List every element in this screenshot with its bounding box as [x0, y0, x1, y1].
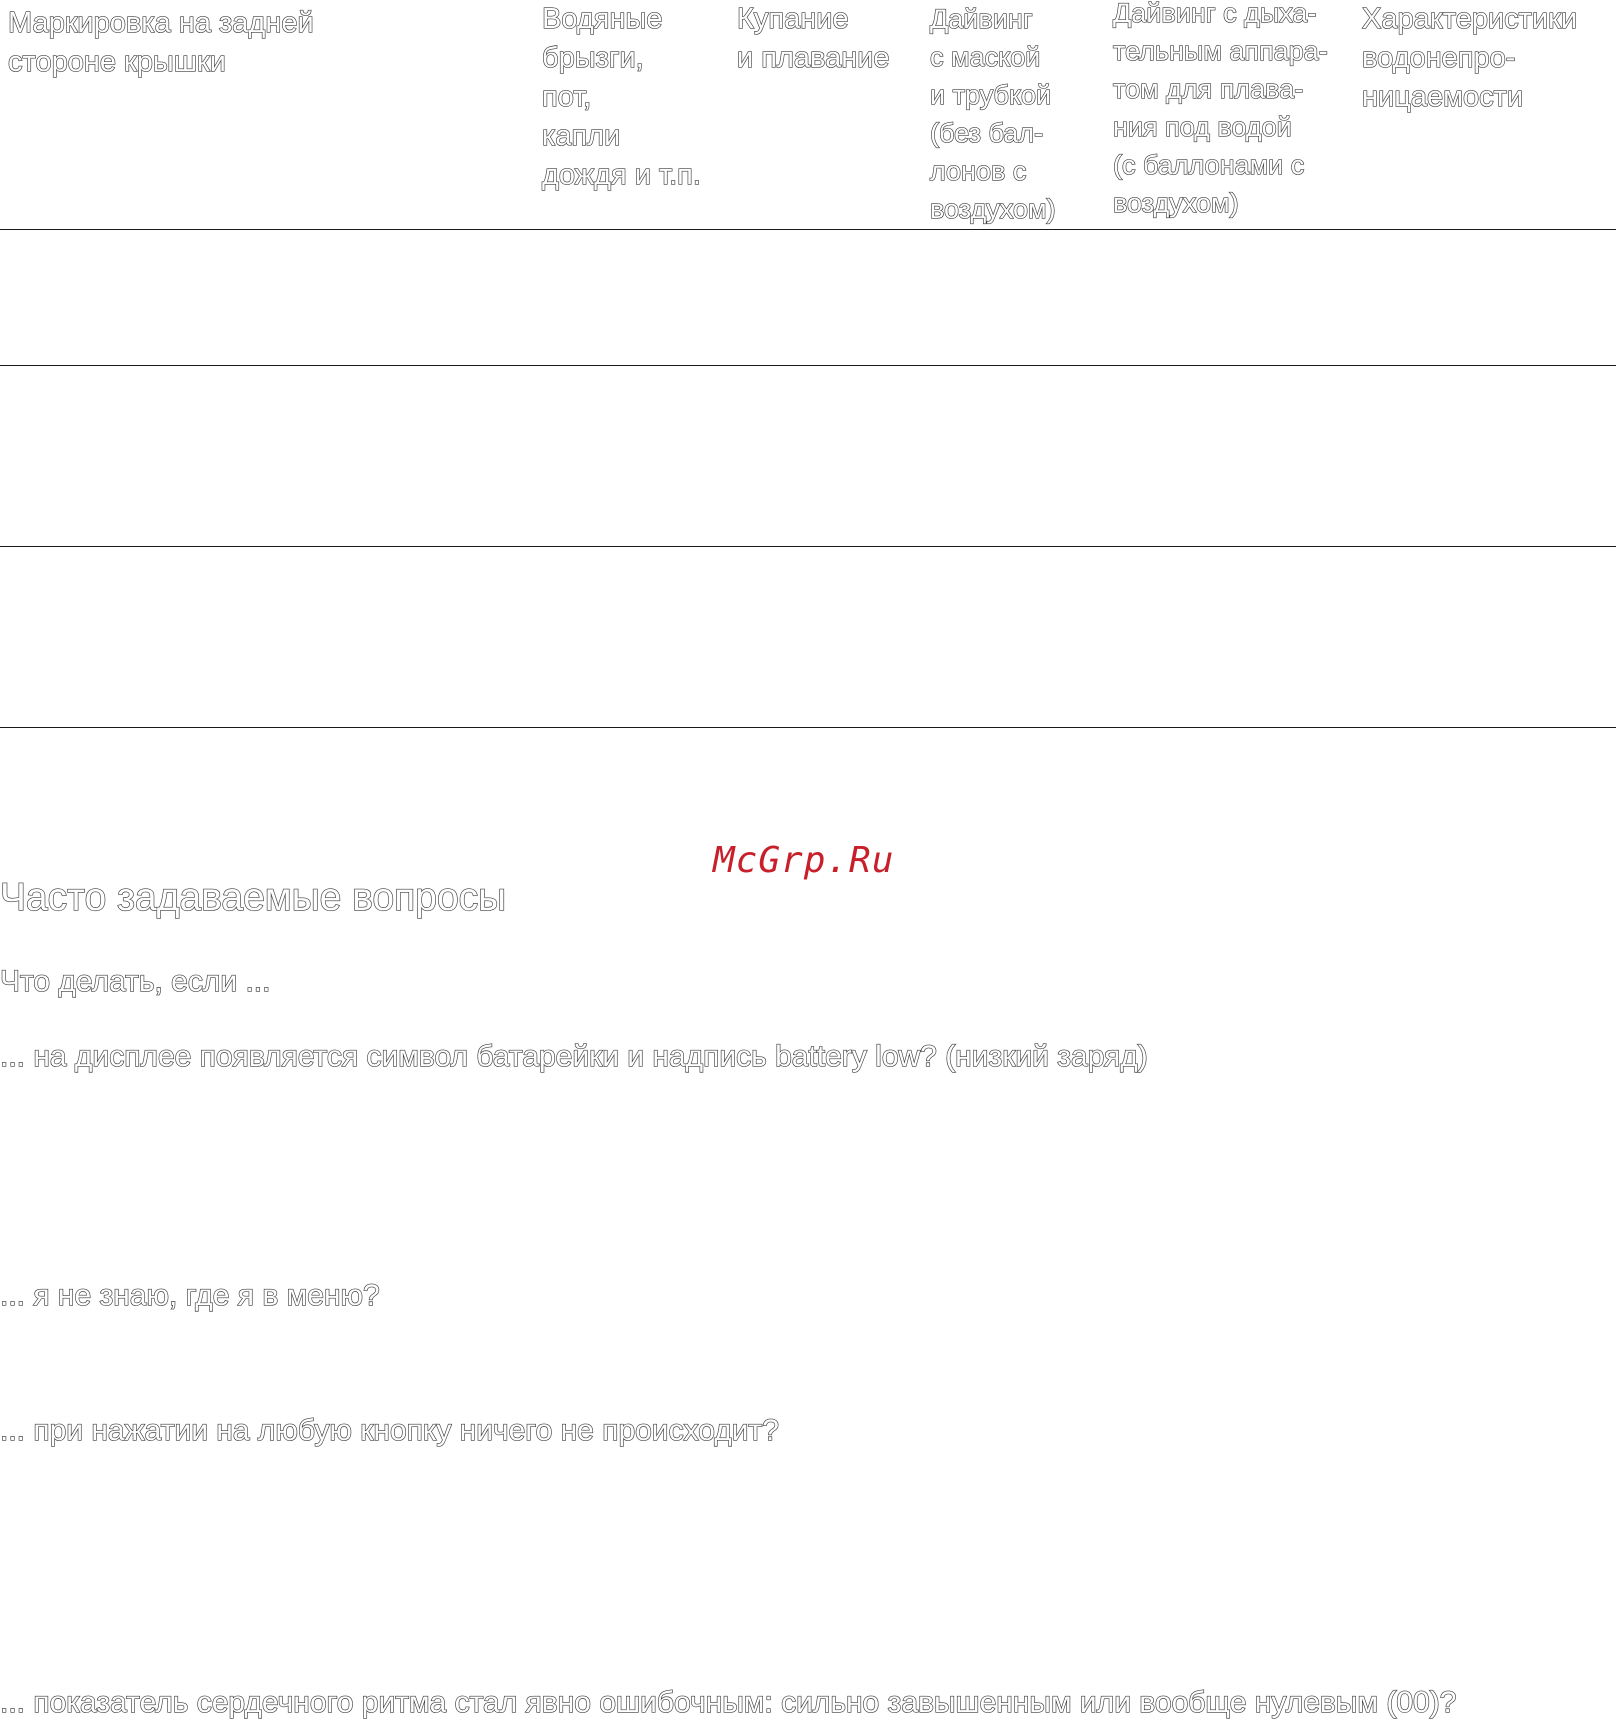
table-row-divider: [0, 727, 1616, 728]
faq-intro: Что делать, если ...: [0, 965, 271, 998]
faq-question: ... на дисплее появляется символ батарейки и надпись battery low? (низкий заряд): [0, 1040, 1148, 1073]
table-header-splashes: Водяные брызги, пот, капли дождя и т.п.: [542, 3, 701, 191]
watermark-text: McGrp.Ru: [713, 840, 895, 881]
table-header-marking: Маркировка на задней стороне крышки: [8, 7, 314, 78]
table-header-swimming: Купание и плавание: [737, 3, 890, 74]
table-row-divider: [0, 365, 1616, 366]
table-header-water-resistance: Характеристики водонепро- ницаемости: [1362, 3, 1578, 113]
faq-question: ... показатель сердечного ритма стал явно ошибочным: сильно завышенным или вообще нулевым (00)?: [0, 1686, 1457, 1719]
table-row-divider: [0, 546, 1616, 547]
faq-title: Часто задаваемые вопросы: [0, 876, 507, 919]
faq-question: ... я не знаю, где я в меню?: [0, 1279, 380, 1312]
faq-question: ... при нажатии на любую кнопку ничего не происходит?: [0, 1414, 779, 1447]
table-header-snorkeling: Дайвинг с маской и трубкой (без бал- лонов с воздухом): [930, 4, 1056, 224]
table-header-scuba-diving: Дайвинг с дыха- тельным аппара- том для плава- ния под водой (с баллонами с воздухом): [1113, 0, 1328, 218]
table-header-divider: [0, 229, 1616, 230]
